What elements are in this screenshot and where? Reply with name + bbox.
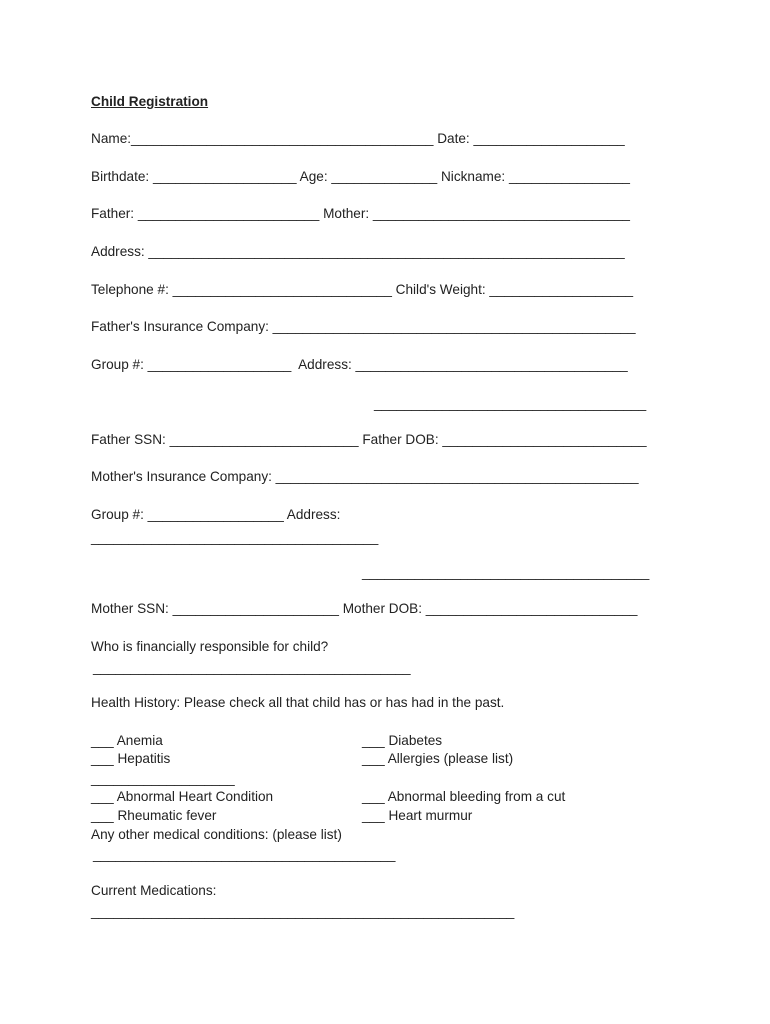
father-mother-row[interactable]: Father: ________________________ Mother: __________________________________	[91, 206, 630, 221]
mother-group-address-row[interactable]: Group #: __________________ Address:	[91, 507, 341, 522]
name-date-row[interactable]: Name:________________________________________ Date: ____________________	[91, 131, 625, 146]
diabetes-checkbox[interactable]: ___ Diabetes	[362, 733, 443, 748]
health-history-heading: Health History: Please check all that child has or has had in the past.	[91, 695, 505, 710]
mother-address-continuation-line[interactable]: ______________________________________	[362, 565, 650, 580]
birthdate-age-nickname-row[interactable]: Birthdate: ___________________ Age: ______________ Nickname: ________________	[91, 169, 630, 184]
allergies-checkbox[interactable]: ___ Allergies (please list)	[362, 751, 514, 766]
father-insurance-row[interactable]: Father's Insurance Company: ________________________________________________	[91, 319, 636, 334]
mother-insurance-row[interactable]: Mother's Insurance Company: ________________________________________________	[91, 469, 639, 484]
telephone-weight-row[interactable]: Telephone #: _____________________________ Child's Weight: ___________________	[91, 282, 634, 297]
mother-ssn-dob-row[interactable]: Mother SSN: ______________________ Mother DOB: ____________________________	[91, 601, 638, 616]
bleeding-checkbox[interactable]: ___ Abnormal bleeding from a cut	[362, 789, 566, 804]
financial-answer-line[interactable]: __________________________________________	[93, 660, 411, 675]
financial-question: Who is financially responsible for child?	[91, 639, 329, 654]
mother-address-line[interactable]: ______________________________________	[91, 530, 379, 545]
hepatitis-checkbox[interactable]: ___ Hepatitis	[91, 751, 171, 766]
address-row[interactable]: Address: _______________________________________________________________	[91, 244, 625, 259]
current-medications-label: Current Medications:	[91, 883, 217, 898]
father-ssn-dob-row[interactable]: Father SSN: _________________________ Father DOB: ___________________________	[91, 432, 647, 447]
heart-condition-checkbox[interactable]: ___ Abnormal Heart Condition	[91, 789, 274, 804]
rheumatic-fever-checkbox[interactable]: ___ Rheumatic fever	[91, 808, 217, 823]
heart-murmur-checkbox[interactable]: ___ Heart murmur	[362, 808, 473, 823]
allergies-list-line[interactable]: ___________________	[91, 771, 235, 786]
anemia-checkbox[interactable]: ___ Anemia	[91, 733, 163, 748]
current-medications-line[interactable]: ________________________________________________________	[91, 904, 515, 919]
father-group-address-row[interactable]: Group #: ___________________ Address: ____________________________________	[91, 357, 628, 372]
other-conditions-line[interactable]: ________________________________________	[93, 847, 396, 862]
father-address-continuation-line[interactable]: ____________________________________	[374, 396, 647, 411]
other-conditions-label: Any other medical conditions: (please list)	[91, 827, 342, 842]
form-title: Child Registration	[91, 94, 209, 109]
